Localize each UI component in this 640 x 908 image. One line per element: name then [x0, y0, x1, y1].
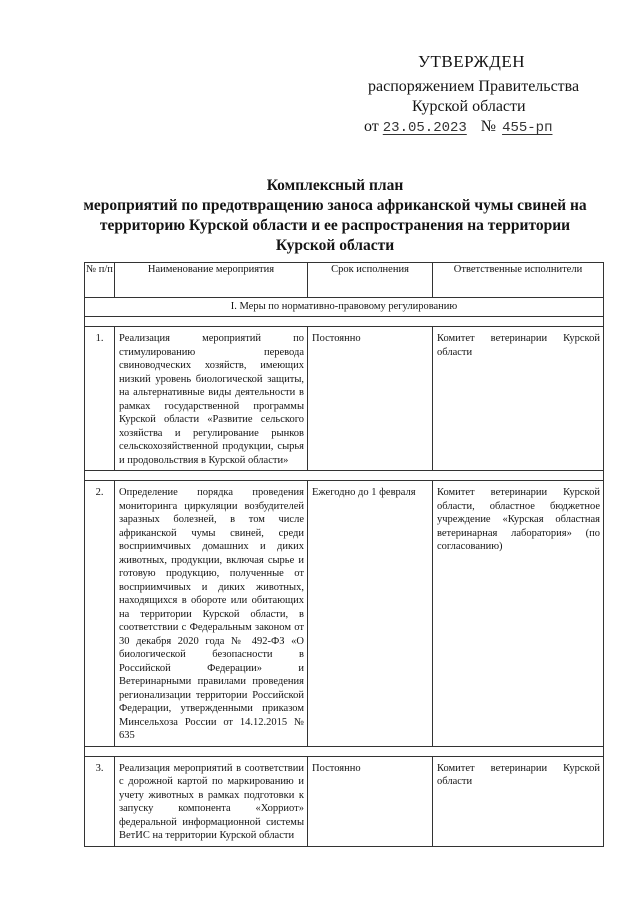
approval-date: 23.05.2023	[382, 120, 467, 136]
section-spacer	[85, 317, 604, 327]
row-number: 2.	[85, 481, 115, 747]
row-spacer	[85, 471, 604, 481]
section-title: I. Меры по нормативно-правовому регулированию	[85, 298, 604, 317]
row-term: Постоянно	[308, 756, 433, 846]
heading-subtitle: мероприятий по предотвращению заноса африканской чумы свиней на территорию Курской области и ее распространения на территории Курской области	[83, 197, 587, 254]
approval-authority: распоряжением Правительства	[368, 78, 580, 95]
row-measure: Реализация мероприятий в соответствии с дорожной картой по маркированию и учету животных в рамках подготовки к запуску компонента «Хорриот» федеральной информационной системы ВетИС на территории Курской области	[115, 756, 308, 846]
approval-number: 455-рп	[502, 120, 553, 136]
approval-region: Курской области	[412, 98, 526, 115]
column-header-number: № п/п	[85, 263, 115, 298]
row-spacer	[85, 746, 604, 756]
column-header-responsible: Ответственные исполнители	[433, 263, 604, 298]
measures-table	[84, 262, 604, 847]
table-row	[85, 756, 604, 846]
column-header-term: Срок исполнения	[308, 263, 433, 298]
column-header-measure: Наименование мероприятия	[115, 263, 308, 298]
heading-title: Комплексный план	[266, 177, 404, 194]
row-measure: Определение порядка проведения мониторинга циркуляции возбудителей заразных болезней, в том числе африканской чумы свиней, среди восприимчивых домашних и диких животных, продукции, включая сырье и готовую продукцию, полученные от восприимчивых и диких животных, находящихся в обороте или обитающих на территории Курской области, в соответствии с Федеральным законом от 30 декабря 2020 года № 492-ФЗ «О биологической безопасности в Российской Федерации» и Ветеринарными правилами проведения регионализации территории Российской Федерации, утвержденными приказом Минсельхоза России от 14.12.2015 № 635	[115, 481, 308, 747]
section-row	[85, 298, 604, 317]
row-number: 1.	[85, 327, 115, 471]
date-prefix: от	[364, 118, 379, 135]
table-row	[85, 327, 604, 471]
number-label: №	[480, 118, 497, 135]
row-responsible: Комитет ветеринарии Курской области, областное бюджетное учреждение «Курская областная ветеринарная лаборатория» (по согласованию)	[433, 481, 604, 747]
document-heading	[70, 176, 600, 256]
approval-date-line	[364, 118, 552, 136]
row-number: 3.	[85, 756, 115, 846]
approval-title: УТВЕРЖДЕН	[418, 52, 525, 71]
row-term: Ежегодно до 1 февраля	[308, 481, 433, 747]
row-term: Постоянно	[308, 327, 433, 471]
row-measure: Реализация мероприятий по стимулированию перевода свиноводческих хозяйств, имеющих низкий уровень биологической защиты, на альтернативные виды деятельности в рамках государственной программы Курской области «Развитие сельского хозяйства и регулирование рынков сельскохозяйственной продукции, сырья и продовольствия в Курской области»	[115, 327, 308, 471]
table-row	[85, 481, 604, 747]
row-responsible: Комитет ветеринарии Курской области	[433, 327, 604, 471]
table-header	[85, 263, 604, 298]
row-responsible: Комитет ветеринарии Курской области	[433, 756, 604, 846]
